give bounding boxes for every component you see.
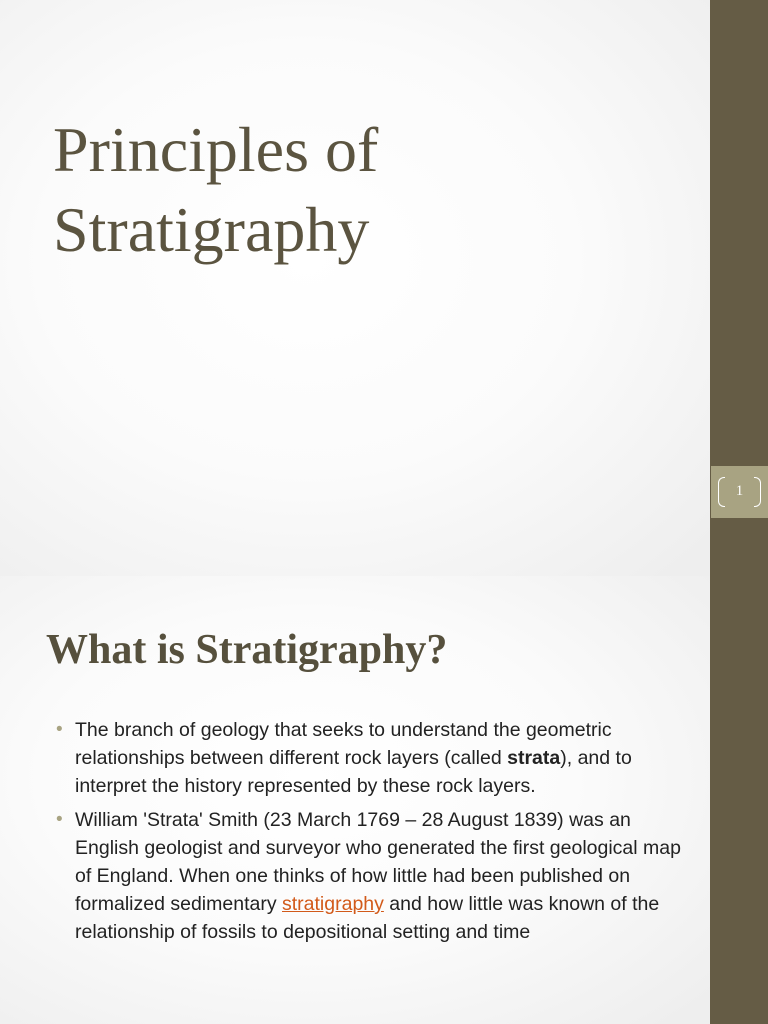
bullet-list — [56, 716, 690, 952]
bullet-1-text-b: ), and to interpret the history represented by these rock layers. — [75, 747, 632, 797]
bullet-2-text-a: William 'Strata' Smith (23 March 1769 – 28 August 1839) was an English geologist and surveyor who generated the first geological map of England. When one thinks of how little had been published on formalized sedimentary — [75, 809, 681, 915]
title-line-1: Principles of — [53, 114, 379, 185]
bullet-item-2 — [56, 806, 690, 946]
bullet-2-text-b: and how little was known of the relationship of fossils to depositional setting and time — [75, 893, 660, 943]
right-bracket-icon — [754, 477, 761, 507]
bullet-dot-icon: • — [56, 809, 63, 830]
bullet-dot-icon: • — [56, 719, 63, 740]
bullet-item-1 — [56, 716, 690, 800]
page-number: 1 — [735, 483, 744, 499]
stratigraphy-link[interactable]: stratigraphy — [282, 893, 384, 915]
bullet-1-text-a: The branch of geology that seeks to understand the geometric relationships between different rock layers (called — [75, 719, 612, 769]
slide-2-title: What is Stratigraphy? — [46, 627, 448, 673]
slide-2-sidebar — [710, 576, 768, 1024]
slide-1-title — [53, 110, 673, 270]
title-line-2: Stratigraphy — [53, 194, 370, 265]
page-number-badge — [711, 466, 768, 518]
bullet-1-bold: strata — [507, 747, 561, 769]
slide-2 — [0, 576, 768, 1024]
